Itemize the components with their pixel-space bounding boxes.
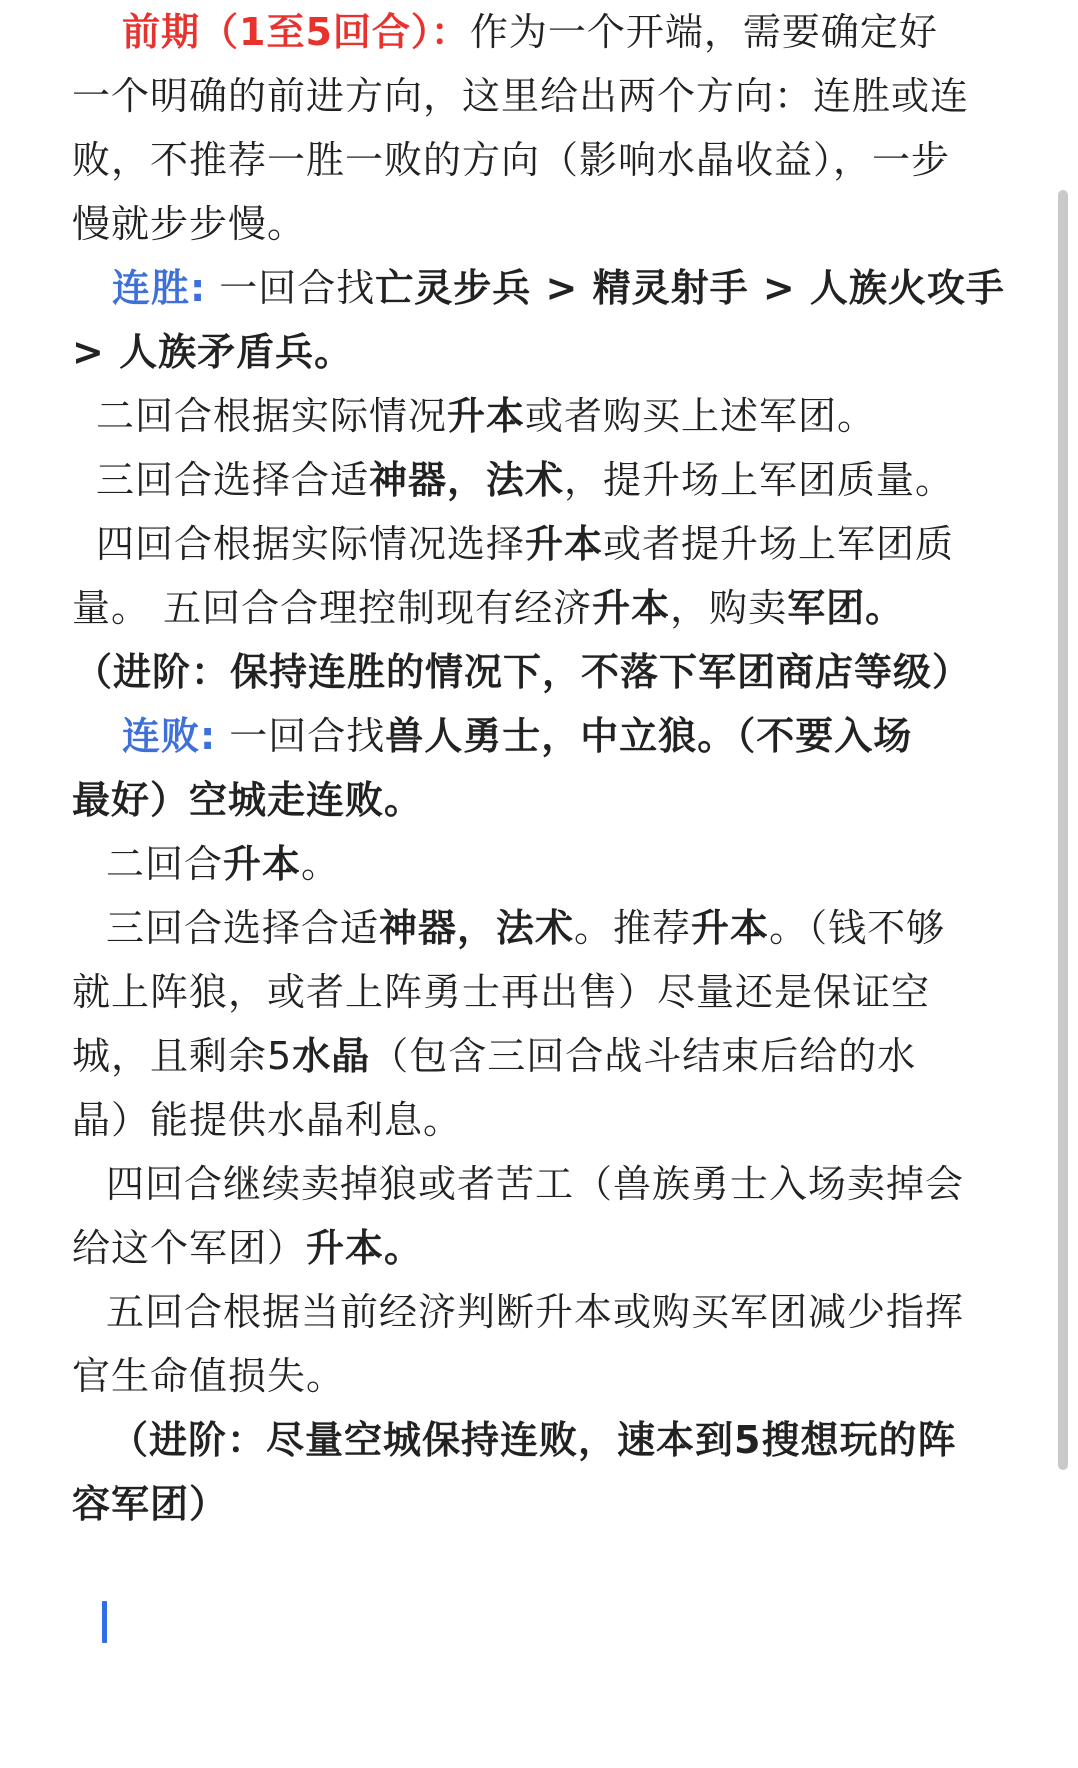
win-streak-label: 连胜: <box>112 266 207 310</box>
win-streak-line-2 <box>72 316 353 388</box>
text: 。 <box>301 842 341 886</box>
loss-streak-round-2 <box>106 828 340 900</box>
keyword: 升本 <box>691 906 770 950</box>
text: 。（钱不够 <box>769 906 946 950</box>
keyword: 兽人勇士，中立狼。（不要入场 <box>385 714 913 758</box>
loss-streak-line-1 <box>122 700 912 772</box>
early-game-line-2 <box>72 60 969 132</box>
text: 晶）能提供水晶利息。 <box>72 1098 463 1142</box>
loss-streak-round-3-cont-2 <box>72 1020 916 1092</box>
loss-streak-round-5-cont <box>72 1340 345 1412</box>
keyword: 升本 <box>525 522 604 566</box>
win-streak-units: 亡灵步兵 > 精灵射手 > 人族火攻手 <box>375 266 1005 310</box>
early-game-intro-a: 作为一个开端，需要确定好 <box>469 10 938 54</box>
keyword: 升本 <box>447 394 526 438</box>
text: ，购卖 <box>670 586 788 630</box>
loss-streak-line-2: 最好）空城走连败。 <box>72 778 424 822</box>
scrollbar-thumb[interactable] <box>1058 190 1068 1470</box>
text: （包含三回合战斗结束后给的水 <box>370 1034 917 1078</box>
early-game-intro-c: 败，不推荐一胜一败的方向（影响水晶收益），一步 <box>72 138 951 182</box>
keyword: 升本。 <box>306 1226 424 1270</box>
early-game-intro-d: 慢就步步慢。 <box>72 202 307 246</box>
text: 城，且剩余5 <box>72 1034 293 1078</box>
text: 量。 五回合合理控制现有经济 <box>72 586 593 630</box>
text: 三回合选择合适 <box>106 906 380 950</box>
loss-streak-round-5 <box>106 1276 964 1348</box>
keyword: 军团。 <box>787 586 905 630</box>
early-game-line-3 <box>72 124 950 196</box>
loss-streak-round-4 <box>106 1148 964 1220</box>
text: 二回合根据实际情况 <box>96 394 448 438</box>
text: 一回合找 <box>216 714 386 758</box>
loss-streak-round-3-cont-3 <box>72 1084 462 1156</box>
text: 或者提升场上军团质 <box>603 522 955 566</box>
win-streak-r1-a: 一回合找 <box>206 266 376 310</box>
blockquote-bar <box>102 1601 107 1643</box>
win-streak-round-5 <box>72 572 904 644</box>
text: 三回合选择合适 <box>96 458 370 502</box>
text: 。推荐 <box>574 906 692 950</box>
win-streak-units-cont: > 人族矛盾兵。 <box>72 330 354 374</box>
win-streak-advanced: （进阶：保持连胜的情况下，不落下军团商店等级） <box>74 650 972 694</box>
keyword: 神器，法术 <box>369 458 565 502</box>
early-game-line-4 <box>72 188 306 260</box>
win-streak-line-1 <box>112 252 1005 324</box>
text: 官生命值损失。 <box>72 1354 346 1398</box>
keyword: 神器，法术 <box>379 906 575 950</box>
text: 四回合根据实际情况选择 <box>96 522 526 566</box>
early-game-line-1 <box>122 0 938 68</box>
loss-streak-round-3-cont-1 <box>72 956 930 1028</box>
text: 就上阵狼，或者上阵勇士再出售）尽量还是保证空 <box>72 970 931 1014</box>
early-game-heading: 前期（1至5回合）： <box>122 10 470 54</box>
win-streak-round-3 <box>96 444 954 516</box>
keyword: 水晶 <box>292 1034 371 1078</box>
loss-streak-label: 连败: <box>122 714 217 758</box>
scrollbar[interactable] <box>1058 0 1078 1768</box>
loss-streak-advanced-cont: 容军团） <box>72 1482 229 1526</box>
win-streak-round-2 <box>96 380 876 452</box>
text: 给这个军团） <box>72 1226 307 1270</box>
text: ，提升场上军团质量。 <box>564 458 955 502</box>
early-game-intro-b: 一个明确的前进方向，这里给出两个方向：连胜或连 <box>72 74 970 118</box>
loss-streak-advanced: （进阶：尽量空城保持连败，速本到5搜想玩的阵 <box>110 1418 957 1462</box>
keyword: 升本 <box>223 842 302 886</box>
keyword: 升本 <box>592 586 671 630</box>
loss-streak-round-3 <box>106 892 945 964</box>
text: 五回合根据当前经济判断升本或购买军团减少指挥 <box>106 1290 965 1334</box>
text: 或者购买上述军团。 <box>525 394 877 438</box>
text: 四回合继续卖掉狼或者苦工（兽族勇士入场卖掉会 <box>106 1162 965 1206</box>
loss-streak-round-4-cont <box>72 1212 423 1284</box>
win-streak-round-4 <box>96 508 954 580</box>
text: 二回合 <box>106 842 224 886</box>
